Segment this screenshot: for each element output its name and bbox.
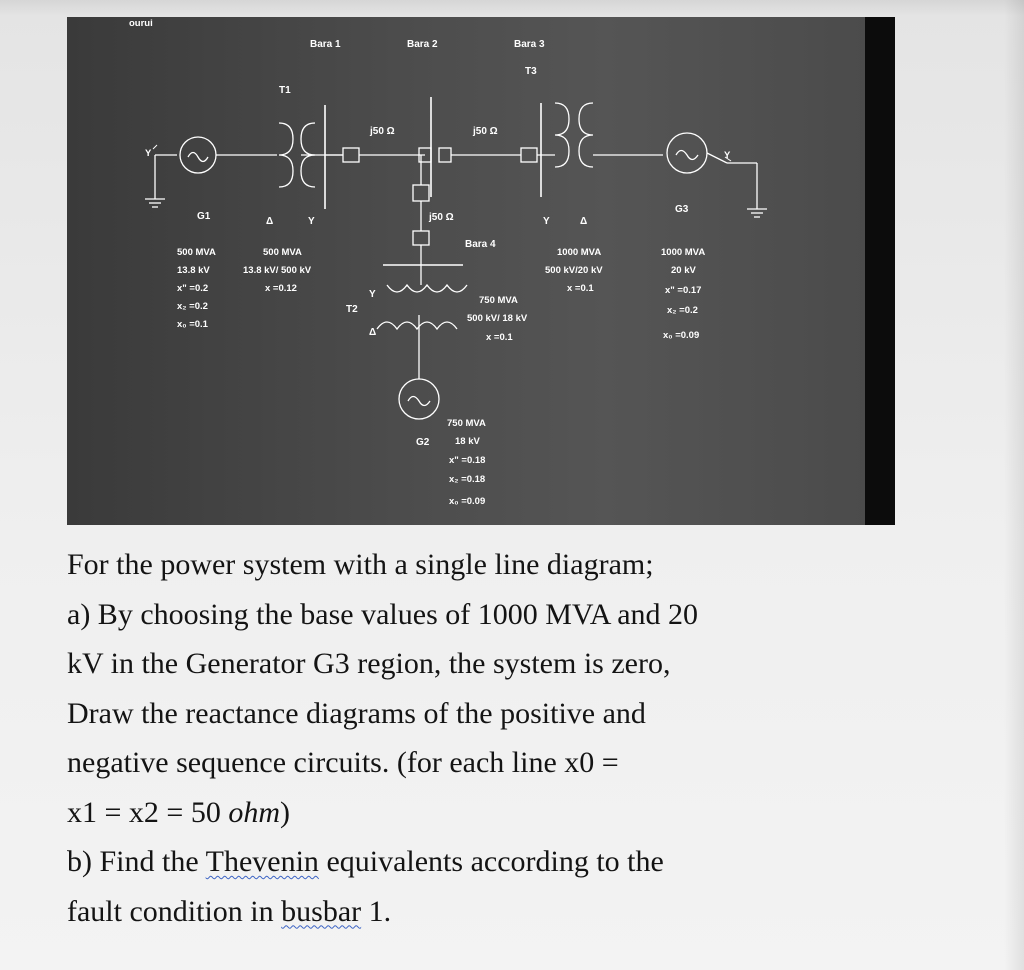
g3-specs <box>661 247 705 341</box>
busbar-word: busbar <box>281 894 362 928</box>
svg-text:500 MVA: 500 MVA <box>177 247 216 258</box>
svg-text:x₀ =0.09: x₀ =0.09 <box>449 496 486 507</box>
question-a-line-2: kV in the Generator G3 region, the system is zero, <box>67 647 671 680</box>
g2-label: G2 <box>416 437 430 448</box>
svg-text:x =0.1: x =0.1 <box>486 332 513 343</box>
t3-conn-left: Y <box>543 216 550 227</box>
svg-text:1000 MVA: 1000 MVA <box>661 247 706 258</box>
question-text <box>67 540 947 936</box>
t1-label: T1 <box>279 85 291 96</box>
svg-text:20 kV: 20 kV <box>671 265 696 276</box>
thevenin-word: Thevenin <box>205 845 319 878</box>
g1-generator-icon <box>180 137 216 173</box>
line-24-impedance-label: j50 Ω <box>429 212 454 223</box>
svg-text:x₂ =0.2: x₂ =0.2 <box>177 301 208 312</box>
g3-generator-icon <box>667 133 707 173</box>
single-line-diagram <box>67 17 895 525</box>
g1-specs <box>177 247 216 330</box>
t3-transformer-icon <box>555 103 593 167</box>
g2-generator-icon <box>399 379 439 419</box>
svg-text:500 MVA: 500 MVA <box>263 247 302 258</box>
g1-label: G1 <box>197 211 211 222</box>
t1-conn-left: Δ <box>266 216 274 227</box>
bus-1-label: Bara 1 <box>310 39 341 50</box>
reactance-formula: x1 = x2 = 50 <box>67 795 221 829</box>
t2-conn-bottom: Δ <box>369 327 377 338</box>
bus-2-label: Bara 2 <box>407 39 438 50</box>
svg-text:750 MVA: 750 MVA <box>479 295 518 306</box>
bus-4-label: Bara 4 <box>465 239 496 250</box>
page-edge-shadow <box>1004 0 1024 970</box>
g2-specs <box>447 418 486 507</box>
svg-text:18 kV: 18 kV <box>455 436 480 447</box>
question-a-line-4: negative sequence circuits. (for each line x0 = <box>67 746 619 779</box>
line-23-impedance-label: j50 Ω <box>473 126 498 137</box>
g3-label: G3 <box>675 204 689 215</box>
svg-text:13.8 kV/ 500 kV: 13.8 kV/ 500 kV <box>243 265 312 276</box>
svg-text:13.8 kV: 13.8 kV <box>177 265 210 276</box>
question-b-line-2: fault condition in busbar 1. <box>67 894 392 928</box>
question-a-line-5 <box>67 788 947 838</box>
t2-label: T2 <box>346 304 358 315</box>
t1-conn-right: Y <box>308 216 315 227</box>
t2-specs <box>467 295 528 343</box>
svg-text:x₂ =0.18: x₂ =0.18 <box>449 474 486 485</box>
t2-conn-top: Y <box>369 289 376 300</box>
svg-text:750 MVA: 750 MVA <box>447 418 486 429</box>
line-23-impedance <box>521 148 537 162</box>
svg-text:500 kV/ 18 kV: 500 kV/ 18 kV <box>467 313 528 324</box>
svg-text:x =0.12: x =0.12 <box>265 283 297 294</box>
t3-label: T3 <box>525 66 537 77</box>
photo-top-shadow <box>0 0 1024 16</box>
svg-text:x" =0.2: x" =0.2 <box>177 283 209 294</box>
question-a-line-3: Draw the reactance diagrams of the positive and <box>67 696 646 730</box>
t1-specs <box>243 247 312 294</box>
question-a-line-1: a) By choosing the base values of 1000 MVA and 20 <box>67 597 699 631</box>
svg-text:x₀ =0.1: x₀ =0.1 <box>177 319 208 330</box>
ohm-unit: ohm <box>228 795 281 829</box>
g3-ground-icon <box>707 153 767 217</box>
svg-text:x" =0.17: x" =0.17 <box>665 285 702 296</box>
question-intro: For the power system with a single line diagram; <box>67 548 654 581</box>
svg-text:x =0.1: x =0.1 <box>567 283 594 294</box>
t3-conn-right: Δ <box>580 216 588 227</box>
question-b-line-1: b) Find the Thevenin equivalents according to the <box>67 845 664 878</box>
figure-dark-edge <box>865 17 895 525</box>
svg-text:x" =0.18: x" =0.18 <box>449 455 486 466</box>
line-24-impedance <box>413 185 429 201</box>
bus-3-label: Bara 3 <box>514 39 545 50</box>
g3-ground-y: Y <box>724 150 731 161</box>
line-12-impedance-label: j50 Ω <box>370 126 395 137</box>
closing-paren: ) <box>280 795 291 829</box>
t3-specs <box>545 247 603 294</box>
g1-ground-y: Y <box>145 148 152 159</box>
t2-transformer-icon <box>377 285 467 329</box>
top-fragment-text: ourui <box>129 18 153 29</box>
line-12-impedance <box>343 148 359 162</box>
svg-text:x₀ =0.09: x₀ =0.09 <box>663 330 700 341</box>
svg-text:x₂ =0.2: x₂ =0.2 <box>667 305 698 316</box>
single-line-diagram-figure <box>67 17 895 525</box>
svg-text:1000 MVA: 1000 MVA <box>557 247 602 258</box>
svg-text:500 kV/20 kV: 500 kV/20 kV <box>545 265 603 276</box>
